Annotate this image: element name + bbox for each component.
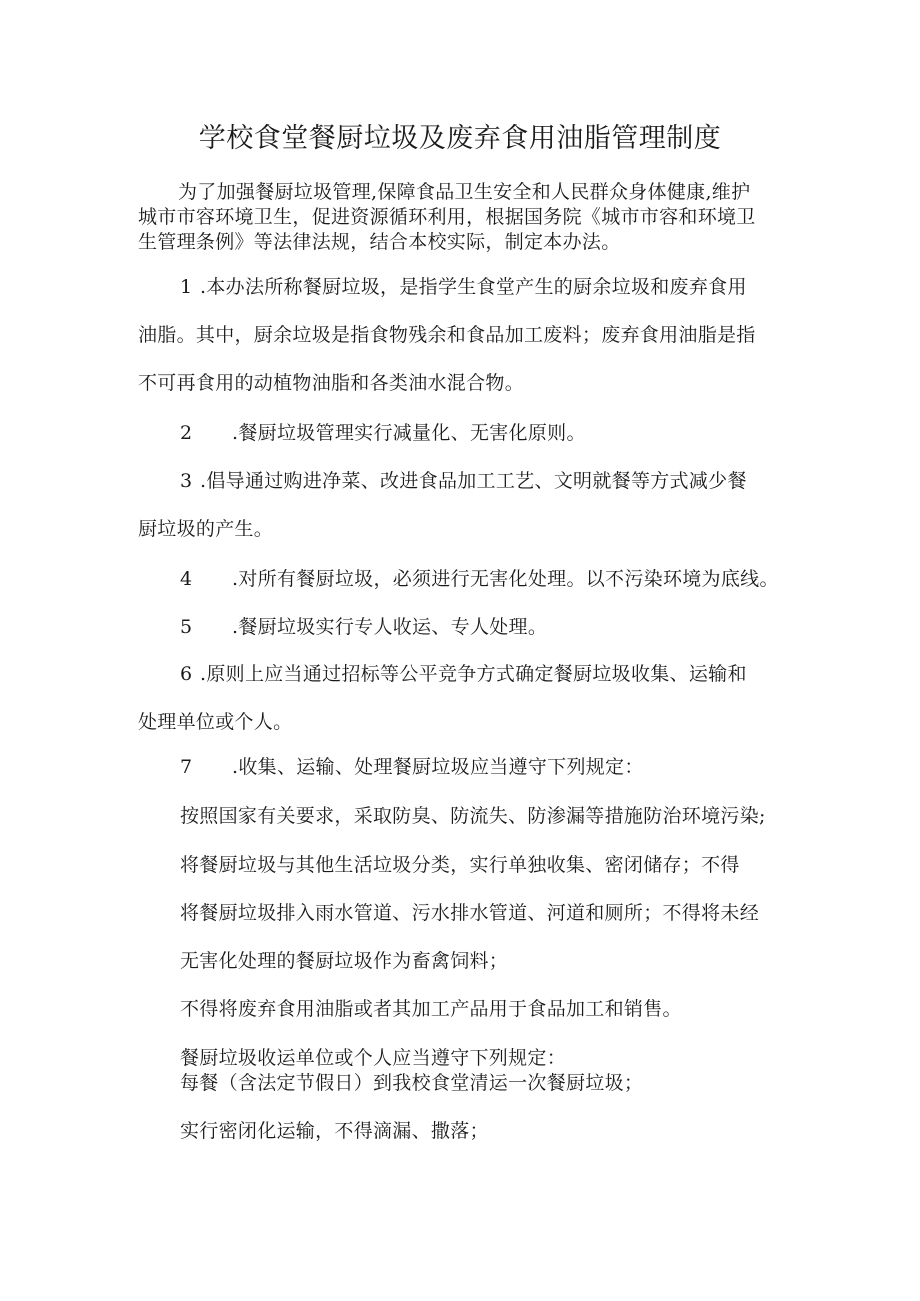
clause-3-line: 厨垃圾的产生。 [138,518,274,540]
clause-7-line [180,755,644,779]
clause-text: .原则上应当通过招标等公平竞争方式确定餐厨垃圾收集、运输和 [200,663,747,685]
clause-text: .收集、运输、处理餐厨垃圾应当遵守下列规定： [232,756,644,778]
clause-6-line: 处理单位或个人。 [138,711,293,733]
rule-line: 无害化处理的餐厨垃圾作为畜禽饲料； [180,950,509,972]
clause-number: 4 [180,568,193,590]
clause-text: .餐厨垃圾管理实行减量化、无害化原则。 [232,422,586,444]
rule-line: 将餐厨垃圾与其他生活垃圾分类，实行单独收集、密闭储存；不得 [180,854,740,876]
rule-line: 实行密闭化运输，不得滴漏、撒落； [180,1120,489,1142]
clause-4-line [180,567,779,591]
clause-text: .本办法所称餐厨垃圾，是指学生食堂产生的厨余垃圾和废弃食用 [200,276,747,298]
clause-number: 5 [180,616,193,638]
clause-number: 3 [180,470,193,492]
rule-line: 按照国家有关要求，采取防臭、防流失、防渗漏等措施防治环境污染; [180,805,766,827]
rule-line: 将餐厨垃圾排入雨水管道、污水排水管道、河道和厕所；不得将未经 [180,902,760,924]
clause-number: 1 [180,276,193,298]
rule-line: 每餐（含法定节假日）到我校食堂清运一次餐厨垃圾； [180,1072,644,1094]
rule-line: 不得将废弃食用油脂或者其加工产品用于食品加工和销售。 [180,998,682,1020]
clause-text: .餐厨垃圾实行专人收运、专人处理。 [232,616,548,638]
document-title: 学校食堂餐厨垃圾及废弃食用油脂管理制度 [198,123,722,154]
clause-1-line: 不可再食用的动植物油脂和各类油水混合物。 [138,372,525,394]
clause-1-line [180,275,747,299]
clause-2-line [180,421,586,445]
clause-text: .对所有餐厨垃圾，必须进行无害化处理。以不污染环境为底线。 [232,568,779,590]
clause-5-line [180,615,547,639]
intro-line: 城市市容环境卫生，促进资源循环利用，根据国务院《城市市容和环境卫 [138,206,756,228]
clause-number: 6 [180,663,193,685]
clause-1-line: 油脂。其中，厨余垃圾是指食物残余和食品加工废料；废弃食用油脂是指 [138,324,756,346]
clause-number: 7 [180,756,193,778]
intro-line: 为了加强餐厨垃圾管理,保障食品卫生安全和人民群众身体健康,维护 [178,181,751,203]
clause-6-line [180,662,747,686]
clause-3-line [180,469,747,493]
intro-line: 生管理条例》等法律法规，结合本校实际，制定本办法。 [138,231,621,253]
clause-number: 2 [180,422,193,444]
rules-heading: 餐厨垃圾收运单位或个人应当遵守下列规定： [180,1047,567,1069]
clause-text: .倡导通过购进净菜、改进食品加工工艺、文明就餐等方式减少餐 [200,470,747,492]
